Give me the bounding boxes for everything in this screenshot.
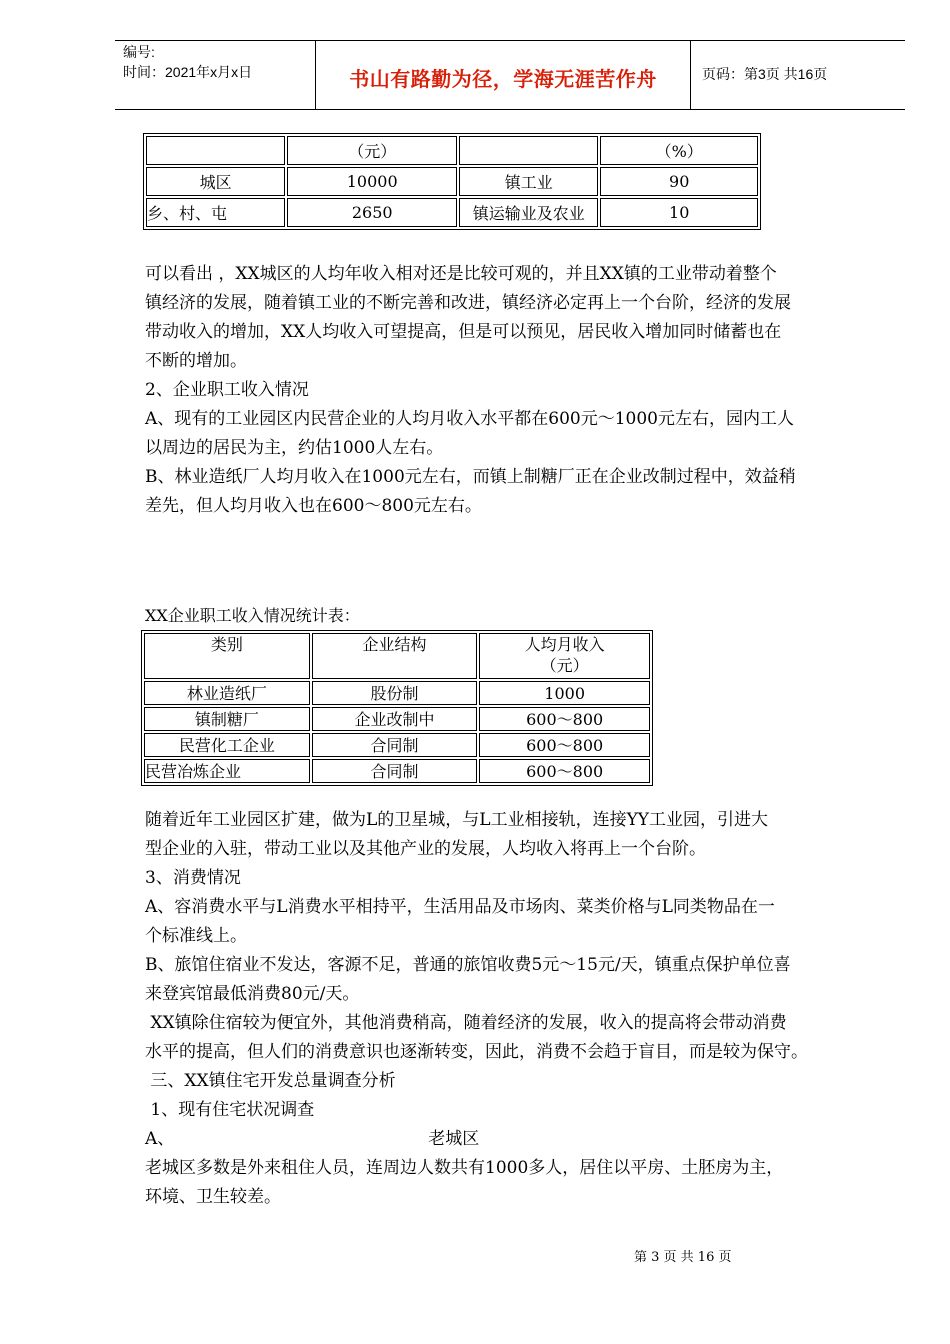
paragraph-line: 随着近年工业园区扩建，做为L的卫星城，与L工业相接轨，连接YY工业园，引进大 [145, 810, 769, 830]
income-table [143, 133, 761, 230]
table-header-cell: 企业结构 [312, 633, 478, 679]
table-cell: 合同制 [312, 759, 478, 783]
table-cell: 90 [600, 167, 758, 196]
table-cell: 民营化工企业 [144, 733, 310, 757]
paragraph-line: B、林业造纸厂人均月收入在1000元左右，而镇上制糖厂正在企业改制过程中，效益稍 [145, 467, 796, 487]
table-cell: 600～800 [479, 707, 650, 731]
table-cell: 镇制糖厂 [144, 707, 310, 731]
table-caption: XX企业职工收入情况统计表： [145, 606, 360, 625]
section-heading: 三、XX镇住宅开发总量调查分析 [145, 1071, 396, 1091]
subsection-line [145, 1125, 885, 1154]
paragraph-line: 带动收入的增加，XX人均收入可望提高，但是可以预见，居民收入增加同时储蓄也在 [145, 322, 782, 342]
doc-id-label: 编号: [123, 44, 155, 60]
table-cell: （%） [600, 136, 758, 165]
paragraph-line: 差先，但人均月收入也在600～800元左右。 [145, 496, 482, 516]
paragraph-line: XX镇除住宿较为便宜外，其他消费稍高，随着经济的发展，收入的提高将会带动消费 [145, 1013, 787, 1033]
paragraph-line: 环境、卫生较差。 [145, 1187, 281, 1207]
subsection-heading: 1、现有住宅状况调查 [145, 1100, 315, 1120]
section-heading: 3、消费情况 [145, 868, 241, 888]
table-cell: 股份制 [312, 681, 478, 705]
header-page-label: 页码：第3页 共16页 [702, 66, 828, 82]
employee-income-table [141, 630, 653, 786]
table-cell [146, 136, 285, 165]
table-cell: 10000 [287, 167, 457, 196]
table-cell: 600～800 [479, 733, 650, 757]
table-cell: 合同制 [312, 733, 478, 757]
page-footer: 第 3 页 共 16 页 [634, 1250, 732, 1265]
table-cell: 1000 [479, 681, 650, 705]
body-text-block-1 [145, 260, 885, 521]
table-header-cell [479, 633, 650, 679]
header-line: （元） [540, 656, 589, 675]
doc-time-label: 时间：2021年x月x日 [123, 64, 253, 80]
item-marker: A、 [145, 1129, 175, 1149]
paragraph-line: 可以看出 ，XX城区的人均年收入相对还是比较可观的，并且XX镇的工业带动着整个 [145, 264, 777, 284]
table-row [144, 681, 650, 705]
paragraph-line: 个标准线上。 [145, 926, 247, 946]
table-cell: 10 [600, 198, 758, 227]
table-row [146, 167, 758, 196]
header-right-cell [690, 41, 905, 109]
table-cell: 镇运输业及农业 [459, 198, 598, 227]
table-cell: 600～800 [479, 759, 650, 783]
header-line: 人均月收入 [524, 635, 605, 654]
table-cell: 企业改制中 [312, 707, 478, 731]
table-row [146, 198, 758, 227]
header-left-cell [115, 41, 315, 109]
table-row [144, 707, 650, 731]
table-cell: 2650 [287, 198, 457, 227]
paragraph-line: B、旅馆住宿业不发达，客源不足，普通的旅馆收费5元～15元/天，镇重点保护单位喜 [145, 955, 791, 975]
table-cell: 镇工业 [459, 167, 598, 196]
table-cell: 民营冶炼企业 [144, 759, 310, 783]
table-cell: 林业造纸厂 [144, 681, 310, 705]
table-cell: （元） [287, 136, 457, 165]
paragraph-line: A、容消费水平与L消费水平相持平，生活用品及市场肉、菜类价格与L同类物品在一 [145, 897, 775, 917]
paragraph-line: 不断的增加。 [145, 351, 247, 371]
paragraph-line: 来登宾馆最低消费80元/天。 [145, 984, 360, 1004]
paragraph-line: 以周边的居民为主，约估1000人左右。 [145, 438, 444, 458]
item-title: 老城区 [428, 1129, 480, 1149]
paragraph-line: 型企业的入驻，带动工业以及其他产业的发展，人均收入将再上一个台阶。 [145, 839, 706, 859]
paragraph-line: A、现有的工业园区内民营企业的人均月收入水平都在600元～1000元左右，园内工人 [145, 409, 794, 429]
table-cell: 乡、村、屯 [146, 198, 285, 227]
table-row [146, 136, 758, 165]
section-heading: 2、企业职工收入情况 [145, 380, 309, 400]
paragraph-line: 镇经济的发展，随着镇工业的不断完善和改进，镇经济必定再上一个台阶，经济的发展 [145, 293, 791, 313]
table-cell [459, 136, 598, 165]
header-middle-cell [315, 41, 691, 109]
table-row [144, 759, 650, 783]
page-header [115, 40, 905, 110]
table-header-cell: 类别 [144, 633, 310, 679]
paragraph-line: 水平的提高，但人们的消费意识也逐渐转变，因此，消费不会趋于盲目，而是较为保守。 [145, 1042, 808, 1062]
table-row [144, 733, 650, 757]
table-header-row [144, 633, 650, 679]
paragraph-line: 老城区多数是外来租住人员，连周边人数共有1000多人，居住以平房、土胚房为主， [145, 1158, 784, 1178]
header-motto: 书山有路勤为径，学海无涯苦作舟 [349, 67, 657, 91]
table-cell: 城区 [146, 167, 285, 196]
body-text-block-2 [145, 806, 885, 1212]
